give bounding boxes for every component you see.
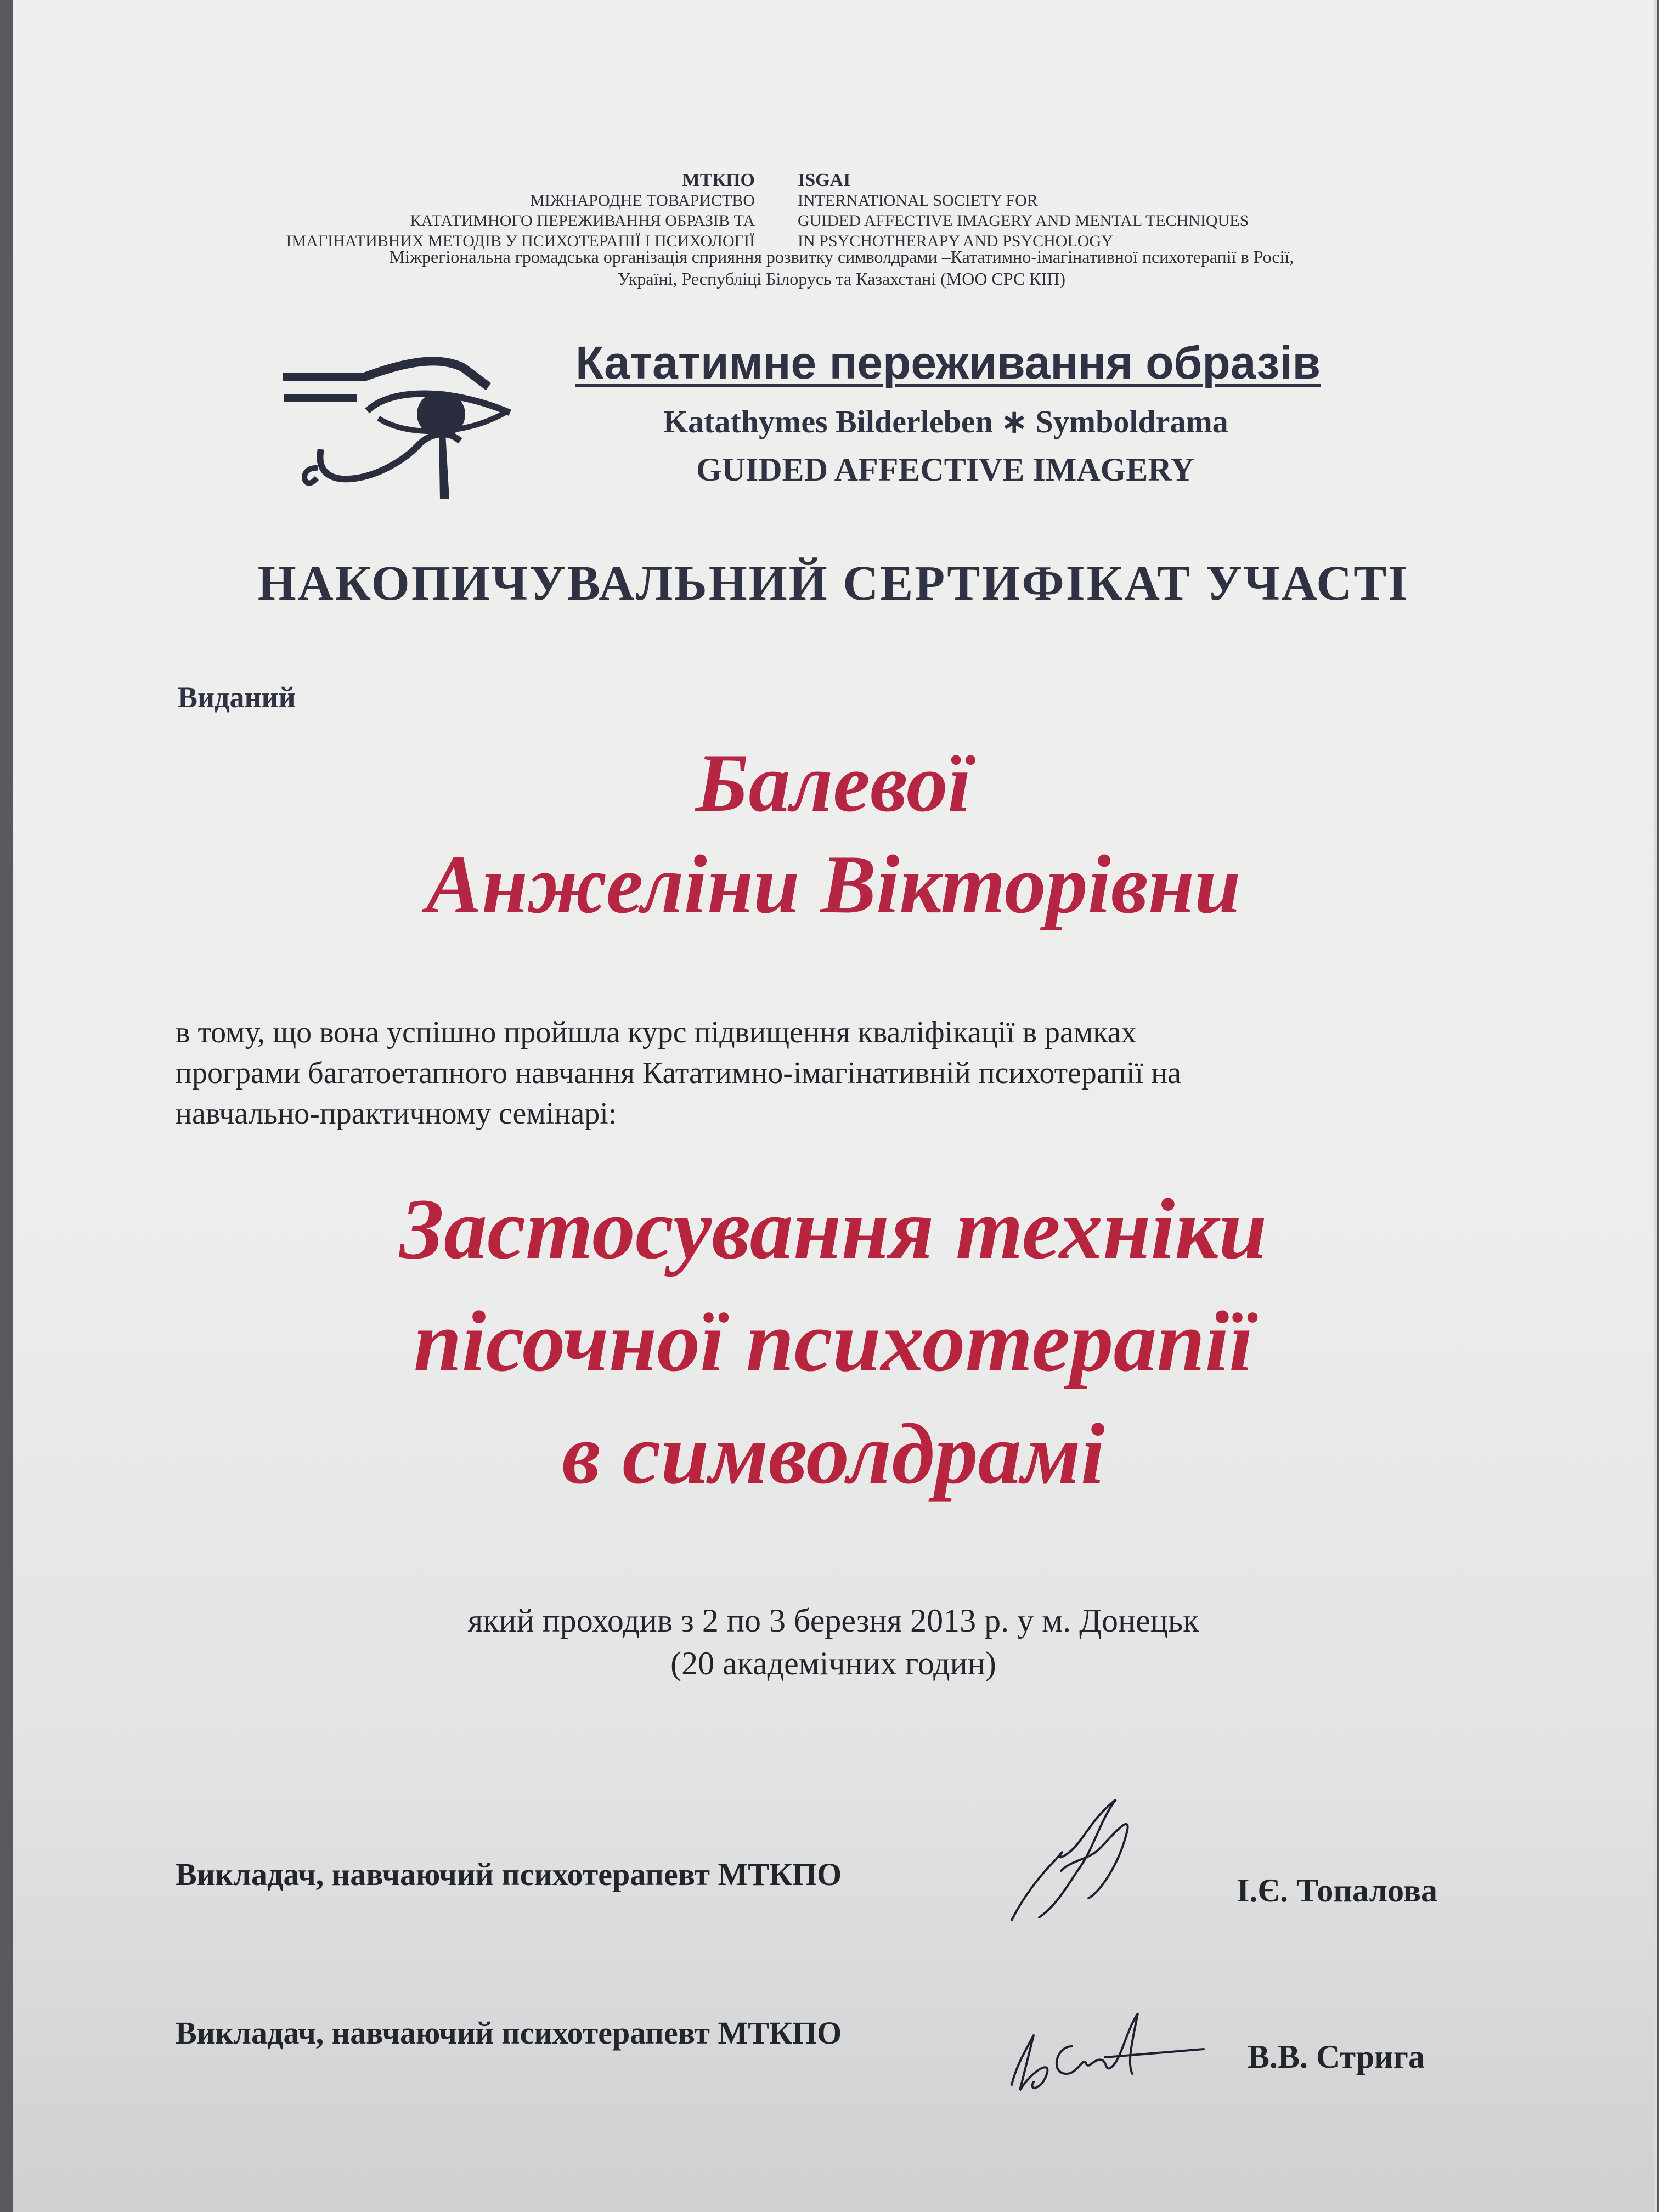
- seminar-title-line: Застосування техніки: [399, 1181, 1267, 1277]
- org-en-line: IN PSYCHOTHERAPY AND PSYCHOLOGY: [798, 232, 1113, 250]
- org-en-line: GUIDED AFFECTIVE IMAGERY AND MENTAL TECHNIQUES: [798, 212, 1249, 230]
- org-en-block: [798, 170, 1249, 251]
- seminar-title-line: пісочної психотерапії: [413, 1294, 1254, 1390]
- org-uk-line: КАТАТИМНОГО ПЕРЕЖИВАННЯ ОБРАЗІВ ТА: [410, 212, 755, 230]
- issued-label: Виданий: [178, 681, 296, 714]
- signer-name: І.Є. Топалова: [1237, 1872, 1438, 1909]
- body-line: в тому, що вона успішно пройшла курс підвищення кваліфікації в рамках: [176, 1015, 1137, 1049]
- org-uk-line: ІМАГІНАТИВНИХ МЕТОДІВ У ПСИХОТЕРАПІЇ І ПСИХОЛОГІЇ: [286, 232, 755, 250]
- brand-title-uk: Кататимне переживання образів: [575, 337, 1321, 388]
- org-uk-block: [286, 170, 755, 251]
- org-abbr-en: ISGAI: [798, 170, 851, 190]
- org-abbr-uk: МТКПО: [682, 170, 755, 190]
- seminar-title-line: в символдрамі: [562, 1406, 1105, 1502]
- certificate-title: НАКОПИЧУВАЛЬНИЙ СЕРТИФІКАТ УЧАСТІ: [257, 556, 1409, 611]
- regional-org-line: Україні, Республіці Білорусь та Казахстані (МОО СРС КІП): [617, 269, 1066, 289]
- seminar-date-block: [13, 1599, 1654, 1685]
- body-line: програми багатоетапного навчання Кататимно-імагінативній психотерапії на: [176, 1056, 1181, 1090]
- signer-role: Викладач, навчаючий психотерапевт МТКПО: [176, 1857, 842, 1892]
- recipient-surname: Балевої: [695, 737, 972, 829]
- brand-title-de: Katathymes Bilderleben ∗ Symboldrama: [663, 404, 1228, 439]
- body-line: навчально-практичному семінарі:: [176, 1097, 617, 1131]
- handwritten-signature-1: [990, 1788, 1165, 1931]
- brand-title-en: GUIDED AFFECTIVE IMAGERY: [696, 452, 1194, 488]
- seminar-date: який проходив з 2 по 3 березня 2013 р. у м. Донецьк: [467, 1602, 1199, 1639]
- org-uk-line: МІЖНАРОДНЕ ТОВАРИСТВО: [530, 191, 755, 210]
- regional-org-block: [276, 246, 1407, 290]
- regional-org-line: Міжрегіональна громадська організація сприяння розвитку символдрами –Кататимно-імагінативної психотерапії в Росії,: [389, 247, 1294, 267]
- recipient-given-names: Анжеліни Вікторівни: [426, 838, 1241, 930]
- org-en-line: INTERNATIONAL SOCIETY FOR: [798, 191, 1038, 210]
- signer-role: Викладач, навчаючий психотерапевт МТКПО: [176, 2015, 842, 2051]
- handwritten-signature-2: [995, 1997, 1215, 2107]
- certificate-body: [176, 1012, 1487, 1134]
- certificate-sheet: [13, 0, 1654, 2212]
- seminar-hours: (20 академічних годин): [670, 1645, 996, 1681]
- eye-of-horus-icon: [282, 343, 518, 502]
- signer-name: В.В. Стрига: [1248, 2039, 1425, 2075]
